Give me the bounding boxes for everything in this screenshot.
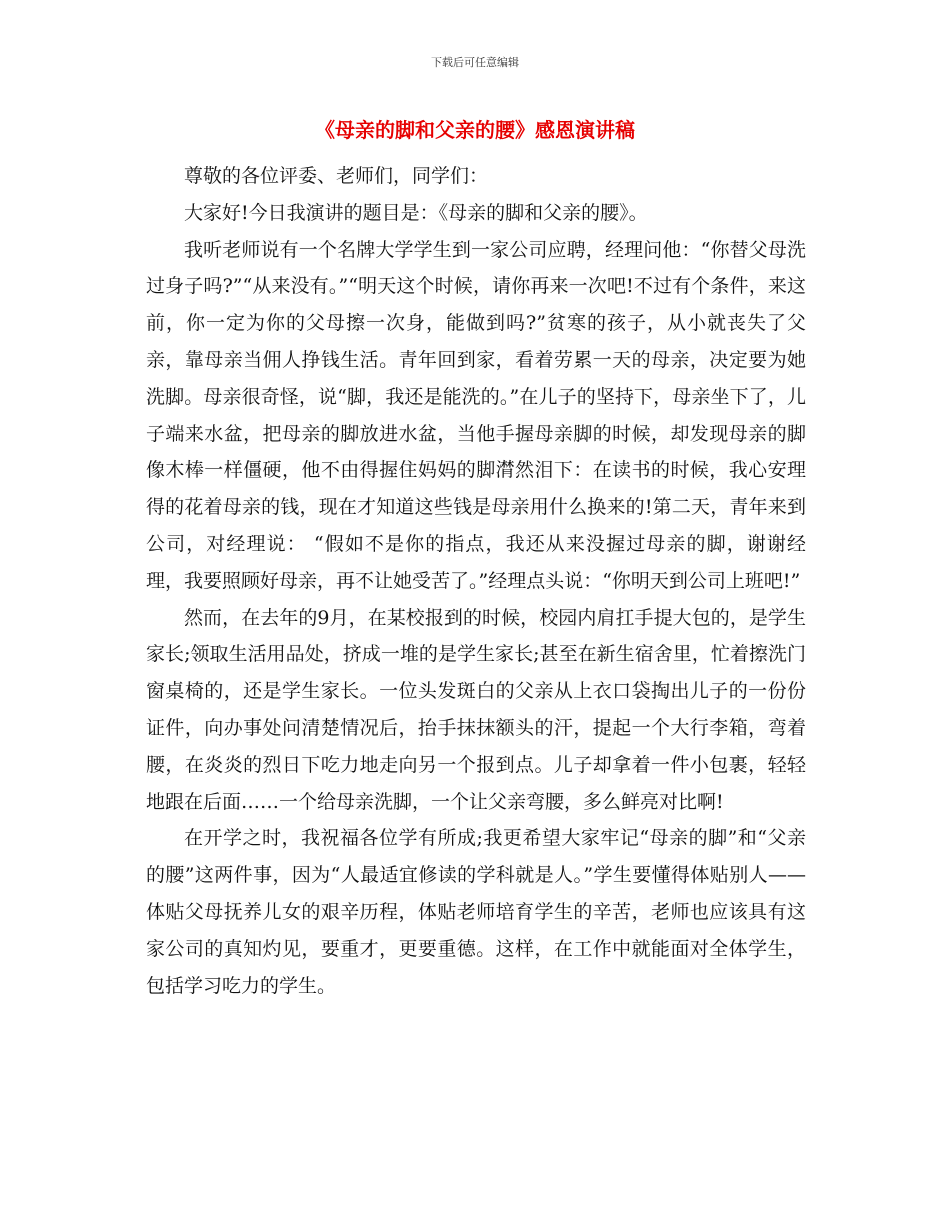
contrast-paragraph: 然而，在去年的9月，在某校报到的时候，校园内肩扛手提大包的，是学生家长;领取生活用品处，挤成一堆的是学生家长;甚至在新生宿舍里，忙着擦洗门窗桌椅的，还是学生家长。一位头发斑白的父亲从上衣口袋掏出儿子的一份份证件，向办事处问清楚情况后，抬手抹抹额头的汗，提起一个大行李箱，弯着腰，在炎炎的烈日下吃力地走向另一个报到点。儿子却拿着一件小包裹，轻轻地跟在后面……一个给母亲洗脚，一个让父亲弯腰，多么鲜亮对比啊!	[146, 606, 806, 813]
header-note: 下载后可任意编辑	[431, 56, 519, 69]
greeting-paragraph: 大家好!今日我演讲的题目是：《母亲的脚和父亲的腰》。	[184, 201, 648, 224]
document-title: 《母亲的脚和父亲的腰》感恩演讲稿	[315, 118, 635, 142]
story-paragraph: 我听老师说有一个名牌大学学生到一家公司应聘，经理问他：“你替父母洗过身子吗?”“从来没有。”“明天这个时候，请你再来一次吧!不过有个条件，来这前，你一定为你的父母擦一次身，能做到吗?”贫寒的孩子，从小就丧失了父亲，靠母亲当佣人挣钱生活。青年回到家，看着劳累一天的母亲，决定要为她洗脚。母亲很奇怪，说“脚，我还是能洗的。”在儿子的坚持下，母亲坐下了，儿子端来水盆，把母亲的脚放进水盆，当他手握母亲脚的时候，却发现母亲的脚像木棒一样僵硬，他不由得握住妈妈的脚潸然泪下：在读书的时候，我心安理得的花着母亲的钱，现在才知道这些钱是母亲用什么换来的!第二天，青年来到公司，对经理说： “假如不是你的指点，我还从来没握过母亲的脚，谢谢经理，我要照顾好母亲，再不让她受苦了。”经理点头说：“你明天到公司上班吧!”	[146, 238, 806, 592]
speech-body	[146, 158, 806, 1004]
salutation-paragraph: 尊敬的各位评委、老师们，同学们：	[184, 165, 489, 187]
closing-paragraph: 在开学之时，我祝福各位学有所成;我更希望大家牢记“母亲的脚”和“父亲的腰”这两件事，因为“人最适宜修读的学科就是人。”学生要懂得体贴别人——体贴父母抚养儿女的艰辛历程，体贴老师培育学生的辛苦，老师也应该具有这家公司的真知灼见，要重才，更要重德。这样，在工作中就能面对全体学生，包括学习吃力的学生。	[146, 827, 806, 997]
